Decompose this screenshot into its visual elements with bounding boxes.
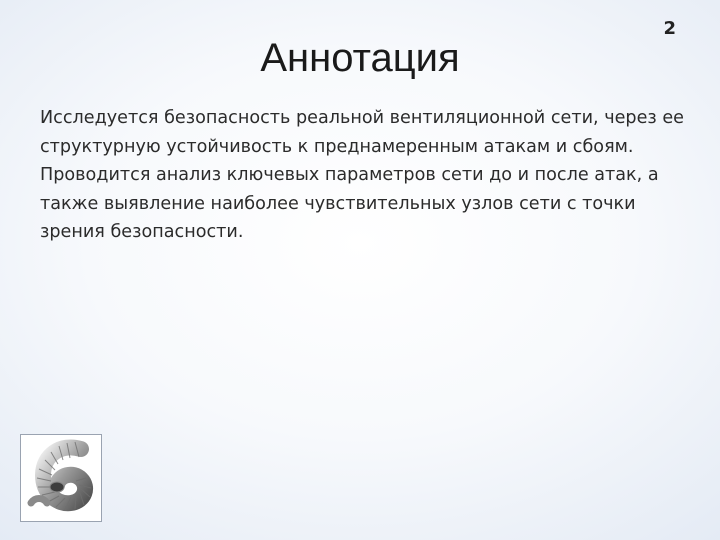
slide-number: 2 (663, 18, 676, 39)
slide-body-text: Исследуется безопасность реальной вентиляционной сети, через ее структурную устойчивость к преднамеренным атакам и сбоям. Проводится анализ ключевых параметров сети до и после атак, а также выявление наиболее чувствительных узлов сети с точки зрения безопасности. (40, 108, 685, 242)
slide-title: Аннотация (260, 36, 460, 80)
logo-frame (20, 434, 102, 522)
flexible-duct-icon (21, 435, 101, 521)
